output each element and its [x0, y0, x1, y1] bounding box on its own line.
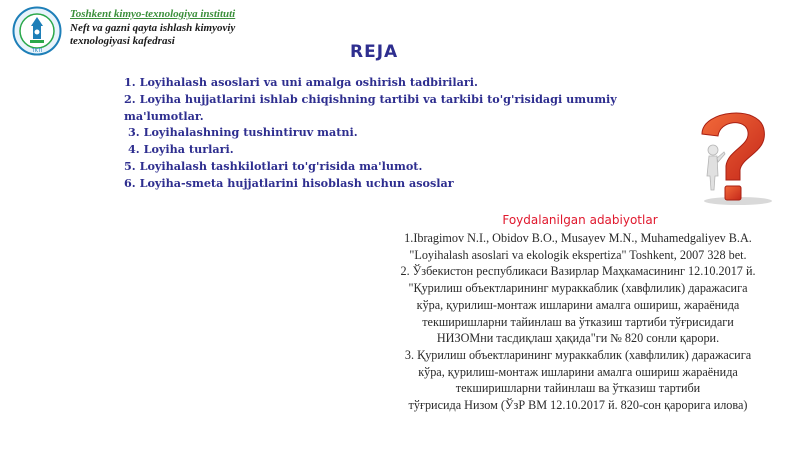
institute-logo	[12, 6, 62, 56]
reference-line: НИЗОМни тасдиқлаш ҳақида"ги № 820 сонли қарори.	[436, 331, 720, 346]
page-title: REJA	[350, 42, 399, 62]
reference-line: кўра, қурилиш-монтаж ишларини амалга ошириш, жараёнида	[416, 297, 740, 312]
department-name-line1: Neft va gazni qayta ishlash kimyoviy	[70, 21, 236, 34]
reference-line: тўғрисида Низом (ЎзР ВМ 12.10.2017 й. 820-сон қарорига илова)	[408, 398, 748, 413]
institute-emblem-icon	[12, 6, 62, 56]
reference-line: "Қурилиш объектларининг мураккаблик (хавфлилик) даражасига	[408, 281, 748, 296]
institute-header	[70, 8, 300, 49]
svg-text:TKTI: TKTI	[31, 48, 43, 54]
department-name-line2: texnologiyasi kafedrasi	[70, 35, 175, 47]
references-list	[360, 230, 796, 414]
reference-line: текширишларни тайинлаш ва ўтказиш тартиби тўғрисидаги	[422, 314, 734, 329]
plan-item: 6. Loyiha-smeta hujjatlarini hisoblash uchun asoslar	[124, 175, 454, 190]
reference-line: "Loyihalash asoslari va ekologik ekspertiza" Toshkent, 2007 328 bet.	[409, 247, 747, 262]
plan-item: 3. Loyihalashning tushintiruv matni.	[128, 125, 358, 140]
reference-line: текширишларни тайинлаш ва ўтказиш тартиби	[455, 381, 701, 396]
reference-line: 3. Қурилиш объектларининг мураккаблик (хавфлилик) даражасига	[404, 347, 752, 362]
reference-line: 2. Ўзбекистон республикаси Вазирлар Маҳкамасининг 12.10.2017 й.	[400, 264, 756, 279]
question-mark-figure-icon	[680, 100, 782, 206]
references-title: Foydalanilgan adabiyotlar	[502, 213, 658, 227]
plan-list	[124, 74, 624, 192]
reference-line: 1.Ibragimov N.I., Obidov B.O., Musayev M.N., Muhamedgaliyev B.A.	[404, 231, 752, 245]
institute-name: Toshkent kimyo-texnologiya instituti	[70, 8, 236, 20]
plan-item: 1. Loyihalash asoslari va uni amalga oshirish tadbirilari.	[124, 75, 478, 89]
plan-item: 5. Loyihalash tashkilotlari to'g'risida ma'lumot.	[124, 158, 423, 173]
reference-line: кўра, қурилиш-монтаж ишларини амалга ошириш жараёнида	[418, 364, 738, 379]
plan-item: 4. Loyiha turlari.	[128, 142, 234, 157]
plan-item-continuation: ma'lumotlar.	[124, 108, 204, 123]
question-mark-illustration	[680, 100, 782, 206]
plan-item: 2. Loyiha hujjatlarini ishlab chiqishning tartibi va tarkibi to'g'risidagi umumiy	[124, 91, 617, 106]
